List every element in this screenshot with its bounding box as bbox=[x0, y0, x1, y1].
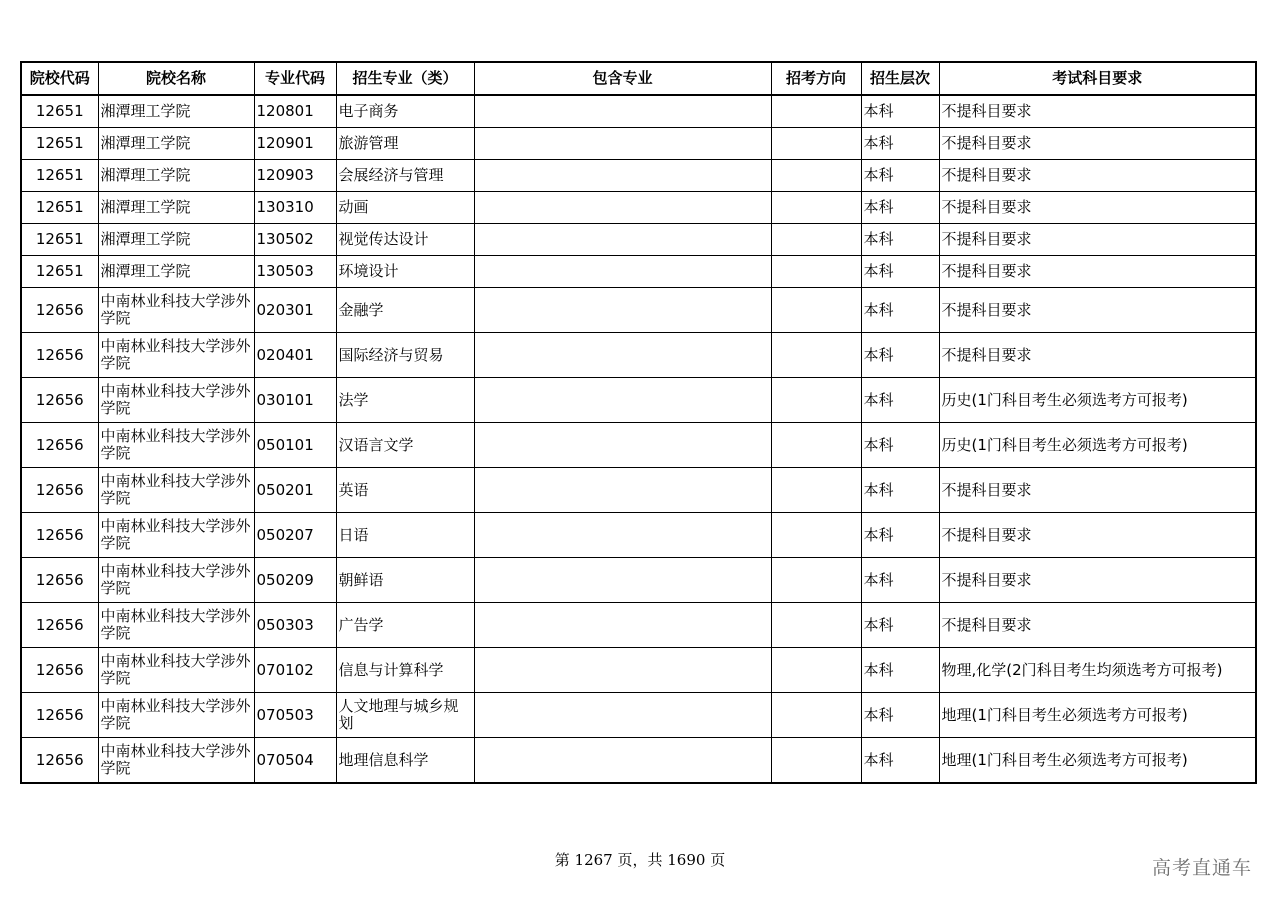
cell-level: 本科 bbox=[861, 333, 939, 378]
table-row bbox=[21, 160, 1256, 192]
cell-major-code: 130503 bbox=[254, 256, 336, 288]
cell-school-name: 湘潭理工学院 bbox=[98, 160, 254, 192]
cell-included-majors bbox=[474, 224, 771, 256]
cell-level: 本科 bbox=[861, 224, 939, 256]
cell-major-code: 070504 bbox=[254, 738, 336, 784]
cell-direction bbox=[771, 423, 861, 468]
cell-school-name: 中南林业科技大学涉外学院 bbox=[98, 288, 254, 333]
cell-direction bbox=[771, 648, 861, 693]
cell-major: 汉语言文学 bbox=[336, 423, 474, 468]
admissions-table bbox=[20, 61, 1257, 784]
cell-requirement: 历史(1门科目考生必须选考方可报考) bbox=[939, 423, 1256, 468]
cell-school-name: 中南林业科技大学涉外学院 bbox=[98, 648, 254, 693]
cell-school-code: 12656 bbox=[21, 513, 98, 558]
cell-level: 本科 bbox=[861, 256, 939, 288]
cell-requirement: 不提科目要求 bbox=[939, 128, 1256, 160]
page-number: 第 1267 页，共 1690 页 bbox=[554, 851, 726, 869]
header-major: 招生专业（类） bbox=[336, 62, 474, 95]
table-row bbox=[21, 423, 1256, 468]
cell-included-majors bbox=[474, 513, 771, 558]
header-level: 招生层次 bbox=[861, 62, 939, 95]
cell-level: 本科 bbox=[861, 513, 939, 558]
header-included-majors: 包含专业 bbox=[474, 62, 771, 95]
cell-major-code: 020301 bbox=[254, 288, 336, 333]
cell-direction bbox=[771, 378, 861, 423]
cell-requirement: 不提科目要求 bbox=[939, 603, 1256, 648]
cell-major-code: 130502 bbox=[254, 224, 336, 256]
cell-direction bbox=[771, 738, 861, 784]
cell-included-majors bbox=[474, 603, 771, 648]
table-header-row bbox=[21, 62, 1256, 95]
table-row bbox=[21, 256, 1256, 288]
table-row bbox=[21, 192, 1256, 224]
cell-major: 英语 bbox=[336, 468, 474, 513]
cell-school-name: 中南林业科技大学涉外学院 bbox=[98, 693, 254, 738]
cell-requirement: 不提科目要求 bbox=[939, 95, 1256, 128]
cell-direction bbox=[771, 224, 861, 256]
cell-school-code: 12651 bbox=[21, 192, 98, 224]
table-body bbox=[21, 95, 1256, 783]
cell-level: 本科 bbox=[861, 603, 939, 648]
cell-school-code: 12651 bbox=[21, 224, 98, 256]
cell-direction bbox=[771, 558, 861, 603]
cell-major-code: 050303 bbox=[254, 603, 336, 648]
cell-major-code: 130310 bbox=[254, 192, 336, 224]
cell-school-name: 湘潭理工学院 bbox=[98, 224, 254, 256]
cell-major-code: 070503 bbox=[254, 693, 336, 738]
cell-major: 电子商务 bbox=[336, 95, 474, 128]
cell-included-majors bbox=[474, 333, 771, 378]
cell-major-code: 120903 bbox=[254, 160, 336, 192]
watermark-text: 高考直通车 bbox=[1151, 857, 1252, 879]
cell-major-code: 120901 bbox=[254, 128, 336, 160]
cell-level: 本科 bbox=[861, 423, 939, 468]
cell-level: 本科 bbox=[861, 128, 939, 160]
table-row bbox=[21, 603, 1256, 648]
cell-requirement: 不提科目要求 bbox=[939, 333, 1256, 378]
cell-school-name: 中南林业科技大学涉外学院 bbox=[98, 333, 254, 378]
cell-included-majors bbox=[474, 95, 771, 128]
cell-school-name: 中南林业科技大学涉外学院 bbox=[98, 468, 254, 513]
cell-requirement: 不提科目要求 bbox=[939, 513, 1256, 558]
cell-direction bbox=[771, 468, 861, 513]
cell-direction bbox=[771, 693, 861, 738]
table-row bbox=[21, 513, 1256, 558]
cell-major: 人文地理与城乡规划 bbox=[336, 693, 474, 738]
cell-requirement: 不提科目要求 bbox=[939, 160, 1256, 192]
cell-major: 地理信息科学 bbox=[336, 738, 474, 784]
cell-level: 本科 bbox=[861, 648, 939, 693]
cell-included-majors bbox=[474, 558, 771, 603]
cell-included-majors bbox=[474, 693, 771, 738]
cell-school-code: 12656 bbox=[21, 558, 98, 603]
cell-major: 国际经济与贸易 bbox=[336, 333, 474, 378]
cell-included-majors bbox=[474, 378, 771, 423]
table-row bbox=[21, 693, 1256, 738]
cell-school-name: 中南林业科技大学涉外学院 bbox=[98, 378, 254, 423]
header-direction: 招考方向 bbox=[771, 62, 861, 95]
cell-school-code: 12656 bbox=[21, 468, 98, 513]
cell-major: 动画 bbox=[336, 192, 474, 224]
header-school-name: 院校名称 bbox=[98, 62, 254, 95]
cell-requirement: 不提科目要求 bbox=[939, 468, 1256, 513]
cell-included-majors bbox=[474, 256, 771, 288]
table-row bbox=[21, 95, 1256, 128]
cell-school-code: 12651 bbox=[21, 128, 98, 160]
admissions-table-container bbox=[20, 61, 1255, 784]
cell-major-code: 050207 bbox=[254, 513, 336, 558]
cell-major: 会展经济与管理 bbox=[336, 160, 474, 192]
table-row bbox=[21, 224, 1256, 256]
cell-major: 旅游管理 bbox=[336, 128, 474, 160]
cell-school-name: 中南林业科技大学涉外学院 bbox=[98, 558, 254, 603]
cell-requirement: 不提科目要求 bbox=[939, 558, 1256, 603]
cell-requirement: 不提科目要求 bbox=[939, 192, 1256, 224]
cell-included-majors bbox=[474, 160, 771, 192]
cell-school-code: 12656 bbox=[21, 378, 98, 423]
cell-direction bbox=[771, 288, 861, 333]
cell-level: 本科 bbox=[861, 558, 939, 603]
cell-major: 环境设计 bbox=[336, 256, 474, 288]
cell-school-code: 12656 bbox=[21, 648, 98, 693]
cell-direction bbox=[771, 603, 861, 648]
cell-included-majors bbox=[474, 288, 771, 333]
cell-major: 日语 bbox=[336, 513, 474, 558]
table-row bbox=[21, 378, 1256, 423]
header-school-code: 院校代码 bbox=[21, 62, 98, 95]
cell-major: 金融学 bbox=[336, 288, 474, 333]
cell-school-name: 中南林业科技大学涉外学院 bbox=[98, 738, 254, 784]
cell-direction bbox=[771, 160, 861, 192]
cell-school-name: 中南林业科技大学涉外学院 bbox=[98, 513, 254, 558]
cell-major-code: 020401 bbox=[254, 333, 336, 378]
cell-school-code: 12656 bbox=[21, 288, 98, 333]
cell-school-code: 12651 bbox=[21, 160, 98, 192]
table-row bbox=[21, 128, 1256, 160]
cell-school-name: 中南林业科技大学涉外学院 bbox=[98, 423, 254, 468]
cell-included-majors bbox=[474, 423, 771, 468]
cell-level: 本科 bbox=[861, 738, 939, 784]
cell-school-code: 12651 bbox=[21, 95, 98, 128]
cell-major: 视觉传达设计 bbox=[336, 224, 474, 256]
table-row bbox=[21, 288, 1256, 333]
cell-major-code: 030101 bbox=[254, 378, 336, 423]
header-major-code: 专业代码 bbox=[254, 62, 336, 95]
cell-major: 朝鲜语 bbox=[336, 558, 474, 603]
cell-included-majors bbox=[474, 468, 771, 513]
cell-direction bbox=[771, 333, 861, 378]
cell-major-code: 070102 bbox=[254, 648, 336, 693]
cell-direction bbox=[771, 95, 861, 128]
cell-major: 法学 bbox=[336, 378, 474, 423]
cell-direction bbox=[771, 256, 861, 288]
cell-direction bbox=[771, 513, 861, 558]
cell-level: 本科 bbox=[861, 95, 939, 128]
cell-included-majors bbox=[474, 738, 771, 784]
cell-major-code: 050201 bbox=[254, 468, 336, 513]
cell-included-majors bbox=[474, 128, 771, 160]
cell-school-code: 12656 bbox=[21, 738, 98, 784]
table-row bbox=[21, 468, 1256, 513]
cell-level: 本科 bbox=[861, 160, 939, 192]
cell-major-code: 050209 bbox=[254, 558, 336, 603]
cell-level: 本科 bbox=[861, 288, 939, 333]
cell-requirement: 地理(1门科目考生必须选考方可报考) bbox=[939, 738, 1256, 784]
table-row bbox=[21, 558, 1256, 603]
cell-direction bbox=[771, 128, 861, 160]
cell-school-name: 湘潭理工学院 bbox=[98, 192, 254, 224]
cell-included-majors bbox=[474, 648, 771, 693]
cell-level: 本科 bbox=[861, 378, 939, 423]
cell-direction bbox=[771, 192, 861, 224]
cell-included-majors bbox=[474, 192, 771, 224]
cell-requirement: 地理(1门科目考生必须选考方可报考) bbox=[939, 693, 1256, 738]
cell-school-code: 12656 bbox=[21, 693, 98, 738]
cell-level: 本科 bbox=[861, 468, 939, 513]
cell-level: 本科 bbox=[861, 693, 939, 738]
cell-school-code: 12656 bbox=[21, 423, 98, 468]
table-row bbox=[21, 333, 1256, 378]
cell-requirement: 历史(1门科目考生必须选考方可报考) bbox=[939, 378, 1256, 423]
cell-major: 信息与计算科学 bbox=[336, 648, 474, 693]
cell-requirement: 不提科目要求 bbox=[939, 256, 1256, 288]
table-row bbox=[21, 648, 1256, 693]
cell-major-code: 120801 bbox=[254, 95, 336, 128]
cell-school-code: 12651 bbox=[21, 256, 98, 288]
header-requirement: 考试科目要求 bbox=[939, 62, 1256, 95]
cell-school-name: 中南林业科技大学涉外学院 bbox=[98, 603, 254, 648]
cell-major-code: 050101 bbox=[254, 423, 336, 468]
cell-school-code: 12656 bbox=[21, 333, 98, 378]
cell-requirement: 不提科目要求 bbox=[939, 224, 1256, 256]
cell-requirement: 物理,化学(2门科目考生均须选考方可报考) bbox=[939, 648, 1256, 693]
cell-school-name: 湘潭理工学院 bbox=[98, 95, 254, 128]
cell-level: 本科 bbox=[861, 192, 939, 224]
cell-school-code: 12656 bbox=[21, 603, 98, 648]
cell-requirement: 不提科目要求 bbox=[939, 288, 1256, 333]
table-row bbox=[21, 738, 1256, 784]
cell-school-name: 湘潭理工学院 bbox=[98, 256, 254, 288]
cell-school-name: 湘潭理工学院 bbox=[98, 128, 254, 160]
cell-major: 广告学 bbox=[336, 603, 474, 648]
